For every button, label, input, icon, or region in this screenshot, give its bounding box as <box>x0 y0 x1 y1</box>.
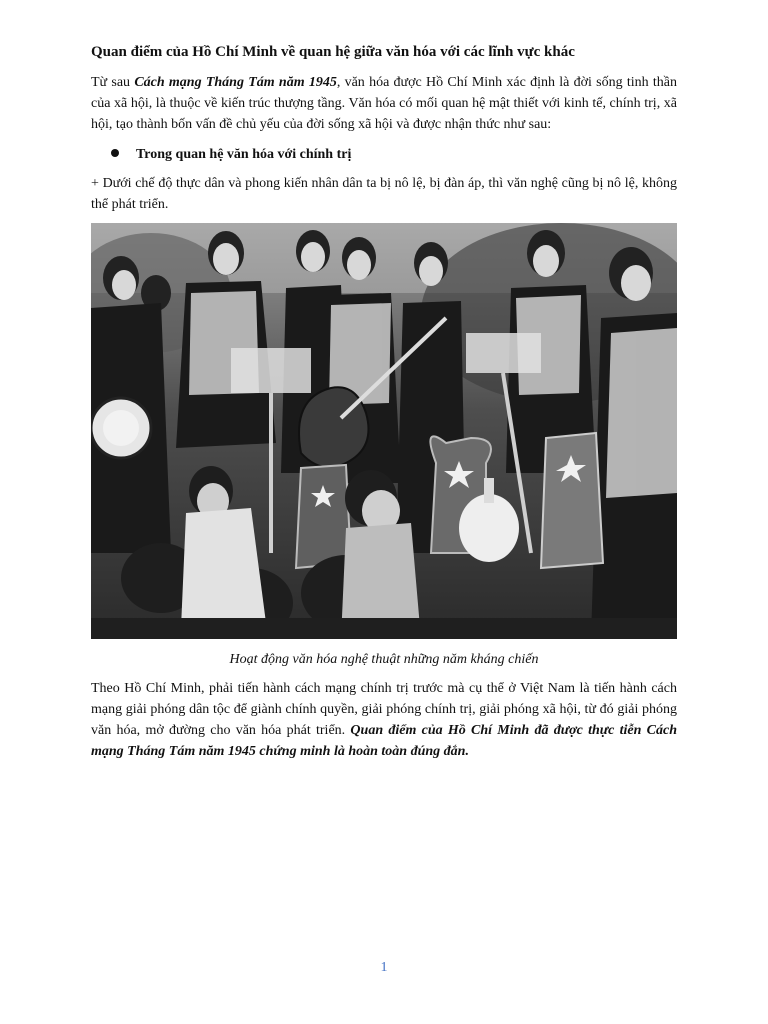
bullet-dot-icon <box>111 149 119 157</box>
intro-paragraph <box>91 72 677 135</box>
conclusion-text: Theo Hồ Chí Minh, phải tiến hành cách mạng chính trị trước mà cụ thể ở Việt Nam là tiến hành cách mạng giải phóng dân tộc để giành chính quyền, giải phóng chính trị, giải phóng xã hội, từ đó giải phóng văn hóa, mở đường cho văn hóa phát triển. <box>91 681 677 738</box>
intro-emphasis: Cách mạng Tháng Tám năm 1945 <box>134 75 337 90</box>
document-page <box>91 42 677 762</box>
document-heading: Quan điểm của Hồ Chí Minh về quan hệ giữa văn hóa với các lĩnh vực khác <box>91 44 575 60</box>
bullet-item <box>91 145 677 165</box>
bullet-label: Trong quan hệ văn hóa với chính trị <box>136 147 352 162</box>
photo-caption: Hoạt động văn hóa nghệ thuật những năm kháng chiến <box>229 652 539 667</box>
historical-photo <box>91 223 677 639</box>
conclusion-paragraph <box>91 678 677 762</box>
intro-suffix: , văn hóa được Hồ Chí Minh xác định là đời sống tinh thần của xã hội, là thuộc về kiến trúc thượng tầng. Văn hóa có mối quan hệ mật thiết với kinh tế, chính trị, xã hội, tạo thành bốn vấn đề chủ yếu của đời sống xã hội và được nhận thức như sau: <box>91 75 677 132</box>
slavery-paragraph: + Dưới chế độ thực dân và phong kiến nhân dân ta bị nô lệ, bị đàn áp, thì văn nghệ cũng bị nô lệ, không thể phát triển. <box>91 176 677 212</box>
page-number: 1 <box>380 960 388 975</box>
conclusion-emphasis: Quan điểm của Hồ Chí Minh đã được thực tiễn Cách mạng Tháng Tám năm 1945 chứng minh là hoàn toàn đúng đắn. <box>91 723 677 759</box>
intro-prefix: Từ sau <box>91 75 135 90</box>
